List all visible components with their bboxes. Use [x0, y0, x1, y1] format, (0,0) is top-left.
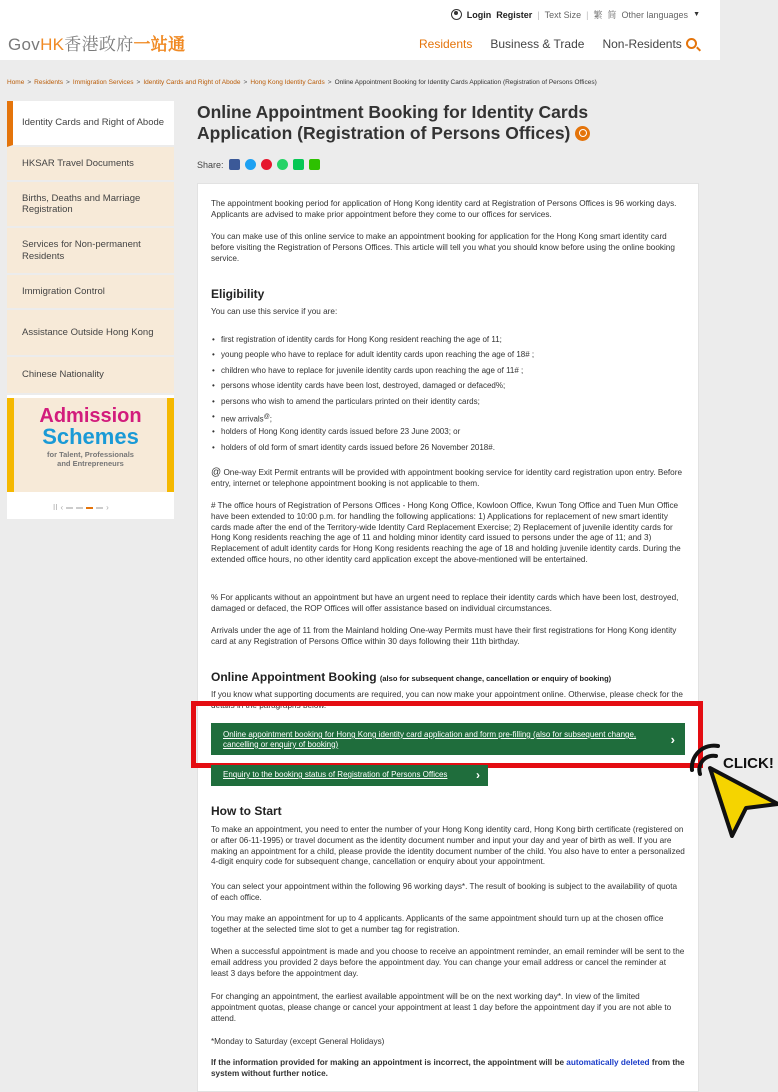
banner-title-1: Admission [39, 405, 142, 427]
booking-lead: If you know what supporting documents are required, you can now make your appointment online. Otherwise, please check for the details in the paragraphs below. [211, 690, 683, 710]
list-item: • children who have to replace for juvenile identity cards upon reaching the age of 11# ; [211, 364, 685, 379]
location-pin-icon[interactable] [575, 126, 590, 141]
wechat-icon[interactable] [309, 159, 320, 170]
banner-subtitle [14, 451, 167, 468]
register-link[interactable]: Register [496, 9, 533, 20]
breadcrumb-sep: > [243, 79, 248, 86]
carousel-dot[interactable] [76, 507, 83, 509]
nav-residents[interactable]: Residents [419, 37, 473, 51]
sidebar-item-non-permanent[interactable]: Services for Non-permanent Residents [7, 228, 174, 275]
warning-text-b: from the system without further notice. [211, 1058, 685, 1078]
list-item: • new arrivals@; [211, 410, 685, 425]
note-arrivals: Arrivals under the age of 11 from the Mainland holding One-way Permits must have their first registrations for Hong Kong identity card at any Registration of Persons Office within 30 days following their 11th birthday. [211, 626, 677, 646]
booking-heading [211, 670, 611, 684]
share-label: Share: [197, 159, 224, 170]
page-title [197, 102, 677, 144]
breadcrumb [7, 79, 597, 86]
warning-text-a: If the information provided for making an appointment is incorrect, the appointment will be [211, 1058, 564, 1067]
chevron-right-icon[interactable]: › [106, 503, 109, 512]
note-percent: % For applicants without an appointment but have an urgent need to replace their identity cards which have been lost, destroyed, damaged or defaced, the ROP Offices will offer assistance based on individual circumstances. [211, 593, 679, 613]
breadcrumb-home[interactable]: Home [7, 79, 25, 86]
breadcrumb-identity-cards-abode[interactable]: Identity Cards and Right of Abode [143, 79, 241, 86]
booking-heading-text: Online Appointment Booking [211, 670, 377, 684]
click-label: CLICK! [723, 755, 774, 772]
divider: | [537, 9, 540, 20]
highlight-box [191, 701, 703, 768]
breadcrumb-sep: > [27, 79, 32, 86]
carousel-dot[interactable] [96, 507, 103, 509]
sidebar-item-chinese-nationality[interactable]: Chinese Nationality [7, 357, 174, 395]
sidebar-item-identity-cards[interactable]: Identity Cards and Right of Abode [7, 101, 174, 147]
start-paragraph-3: You may make an appointment for up to 4 applicants. Applicants of the same appointment should turn up at the chosen office together at the selected time slot to get a number tag for registration. [211, 914, 664, 934]
nav-non-residents[interactable]: Non-Residents [602, 37, 682, 51]
at-footnote-mark: @ [263, 413, 270, 420]
intro-paragraph-1: The appointment booking period for application of Hong Kong identity card at Registration of Persons Offices is 96 working days. Applicants are advised to make prior appointment before they come to our offices for services. [211, 199, 677, 219]
new-arrivals-text: new arrivals [221, 414, 264, 424]
breadcrumb-residents[interactable]: Residents [34, 79, 64, 86]
chevron-left-icon[interactable]: ‹ [60, 503, 64, 512]
chevron-right-icon: › [670, 732, 675, 747]
note-hash: # The office hours of Registration of Persons Offices - Hong Kong Office, Kowloon Office, Kwun Tong Office and Tuen Mun Office have been extended to 10:00 p.m. for handling the following applications: 1) Applications for replacement of new smart identity cards made after the end of the Territory-wide Identity Card Replacement Exercise; 2) Replacement of juvenile identity cards for Hong Kong residents reaching the age of 11 and holding minor identity card issued to persons under the age of 11; and 3) Replacement of adult identity cards for Hong Kong residents reaching the age of 18 and holding juvenile identity cards. During the extended office hours, no other identity card application except the above-mentioned will be entertained. [211, 501, 681, 565]
eligibility-lead: You can use this service if you are: [211, 307, 338, 316]
govhk-logo[interactable] [8, 30, 185, 55]
start-paragraph-5: For changing an appointment, the earliest available appointment will be on the next working day*. In view of the limited appointment quotas, please change or cancel your appointment at least 1 day before the appointment day if you are not able to attend. [211, 992, 672, 1023]
booking-heading-sub: (also for subsequent change, cancellation or enquiry of booking) [379, 674, 612, 683]
top-bar [0, 0, 720, 60]
carousel-dot-active[interactable] [86, 507, 93, 509]
start-paragraph-4: When a successful appointment is made and you choose to receive an appointment reminder, an email reminder will be sent to the email address you provided 2 days before the appointment day. You can change your email address or cancel the reminder at least 3 days before the appointment day. [211, 947, 685, 978]
list-item: • holders of Hong Kong identity cards issued before 23 June 2003; or [211, 425, 685, 440]
sidebar-item-births-deaths[interactable]: Births, Deaths and Marriage Registration [7, 182, 174, 228]
text-size-link[interactable]: Text Size [544, 9, 582, 20]
sidebar-item-assistance-outside[interactable]: Assistance Outside Hong Kong [7, 310, 174, 357]
booking-status-button-label: Enquiry to the booking status of Registration of Persons Offices [223, 770, 448, 779]
note-at [211, 466, 685, 490]
start-paragraph-2: You can select your appointment within the following 96 working days*. The result of booking is subject to the availability of quota of each office. [211, 882, 678, 902]
auto-delete-link[interactable]: automatically deleted [566, 1058, 650, 1067]
online-booking-button-label: Online appointment booking for Hong Kong identity card application and form pre-filling (also for subsequent change, cancelling or enquiry of booking) [223, 730, 637, 749]
start-paragraph-1: To make an appointment, you need to enter the number of your Hong Kong identity card, Hong Kong birth certificate (registered on or after 06-11-1995) or travel document as the identity document number and input your day and year of birth as well. If you are making an appointment for a child, please provide the identity document number of the child. You also have to enter a personalized 4-digit enquiry code for subsequent change, cancellation or enquiry about your appointment. [211, 825, 685, 867]
banner-image[interactable] [7, 398, 174, 492]
admission-schemes-banner[interactable] [7, 395, 174, 519]
sidebar-item-travel-documents[interactable]: HKSAR Travel Documents [7, 147, 174, 182]
intro-paragraph-2: You can make use of this online service to make an appointment booking for application for the Hong Kong smart identity card before visiting the Registration of Persons Offices. This article will tell you what you should know before using the online booking service. [211, 232, 675, 263]
note-at-text: One-way Exit Permit entrants will be provided with appointment booking service for identity card registration upon entry. Before entry, internet or telephone appointment booking is not applicable to them. [211, 468, 683, 489]
caret-down-icon[interactable]: ▼ [693, 11, 700, 18]
user-icon[interactable] [451, 9, 462, 20]
lang-tc-link[interactable]: 繁 [593, 10, 603, 20]
breadcrumb-immigration[interactable]: Immigration Services [72, 79, 134, 86]
logo-gov: Gov [8, 35, 41, 54]
how-to-start-heading: How to Start [211, 804, 282, 818]
banner-subtitle-2: and Entrepreneurs [57, 458, 124, 468]
whatsapp-icon[interactable] [277, 159, 288, 170]
booking-status-button[interactable] [211, 765, 488, 786]
cursor-icon [678, 738, 778, 838]
nav-business-trade[interactable]: Business & Trade [490, 37, 585, 51]
logo-one: 一站通 [133, 35, 186, 54]
logo-zh: 香港政府 [64, 35, 134, 54]
eligibility-list [211, 333, 685, 456]
breadcrumb-current: Online Appointment Booking for Identity Cards Application (Registration of Persons Offices) [334, 79, 597, 86]
pause-icon[interactable]: II [53, 503, 58, 512]
carousel-controls [53, 503, 109, 512]
lang-sc-link[interactable]: 简 [607, 10, 617, 20]
logo-hk: HK [40, 35, 65, 54]
divider: | [586, 9, 589, 20]
utility-bar [451, 8, 700, 21]
breadcrumb-hk-identity-cards[interactable]: Hong Kong Identity Cards [250, 79, 325, 86]
breadcrumb-sep: > [327, 79, 332, 86]
start-paragraph-6: *Monday to Saturday (except General Holidays) [211, 1037, 385, 1046]
list-item: • holders of old form of smart identity cards issued before 26 November 2018#. [211, 441, 685, 456]
main-nav [419, 37, 682, 51]
eligibility-heading: Eligibility [211, 287, 265, 301]
login-link[interactable]: Login [466, 9, 492, 20]
sidebar-item-immigration-control[interactable]: Immigration Control [7, 275, 174, 310]
breadcrumb-sep: > [66, 79, 70, 86]
list-item: • persons who wish to amend the particulars printed on their identity cards; [211, 395, 685, 410]
carousel-dot[interactable] [66, 507, 73, 509]
list-item: • persons whose identity cards have been lost, destroyed, damaged or defaced%; [211, 379, 685, 394]
list-item: • young people who have to replace for adult identity cards upon reaching the age of 18# ; [211, 348, 685, 363]
twitter-icon[interactable] [245, 159, 256, 170]
share-bar [197, 159, 320, 170]
banner-subtitle-1: for Talent, Professionals [47, 450, 134, 459]
facebook-icon[interactable] [229, 159, 240, 170]
banner-title-2: Schemes [42, 424, 139, 449]
chevron-right-icon: › [476, 768, 480, 782]
other-languages-link[interactable]: Other languages [621, 9, 689, 20]
sidebar [7, 101, 174, 519]
at-footnote-mark: @ [211, 467, 222, 478]
page-title-text: Online Appointment Booking for Identity Cards Application (Registration of Persons Offices) [197, 102, 589, 143]
line-icon[interactable] [293, 159, 304, 170]
breadcrumb-sep: > [136, 79, 141, 86]
search-icon[interactable] [686, 38, 697, 49]
weibo-icon[interactable] [261, 159, 272, 170]
list-item: • first registration of identity cards for Hong Kong resident reaching the age of 11; [211, 333, 685, 348]
warning-paragraph [211, 1058, 685, 1080]
